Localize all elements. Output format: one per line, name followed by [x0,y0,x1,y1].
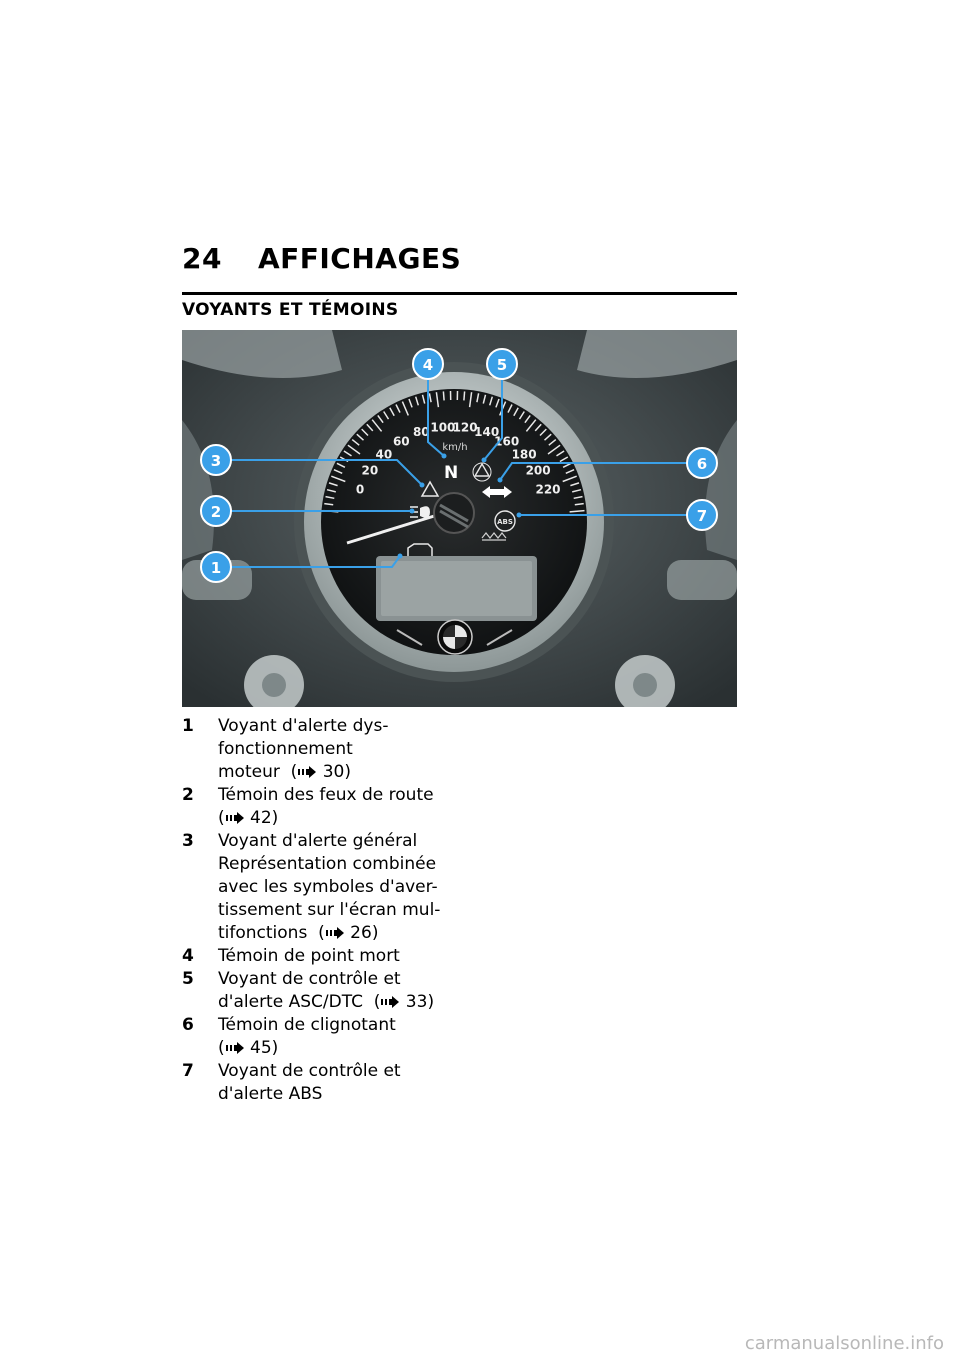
svg-text:3: 3 [210,452,222,470]
speed-label: 180 [511,447,537,462]
legend-line: tifonctions ( 26) [218,923,379,943]
legend-text [218,715,472,784]
unit-label: km/h [442,442,468,453]
section-title: VOYANTS ET TÉMOINS [182,300,399,320]
header-rule [182,292,737,295]
legend-item [182,830,472,945]
instrument-cluster-figure [182,330,737,707]
legend-item [182,1014,472,1060]
legend-line: fonctionnement moteur ( 30) [218,739,353,782]
legend-text [218,1060,472,1106]
watermark: carmanualsonline.info [744,1333,944,1354]
svg-text:6: 6 [696,455,708,473]
page-reference-arrow-icon [225,812,245,824]
speed-label: 60 [392,434,410,449]
speed-label: 160 [494,434,520,449]
page-header [182,242,737,275]
legend-text [218,968,472,1014]
legend-line: Témoin de point mort [218,946,400,966]
speed-label: 220 [535,482,561,497]
speed-label: 120 [452,420,478,435]
page-reference-arrow-icon [380,996,400,1008]
chapter-heading [182,242,737,275]
legend-text [218,945,472,968]
svg-text:1: 1 [210,559,222,577]
legend-text [218,1014,472,1060]
neutral-indicator-icon: N [444,463,459,483]
legend-line: Voyant de contrôle et [218,1061,401,1081]
speed-tick [464,391,465,400]
page-reference[interactable]: ( 30) [279,762,351,782]
svg-text:4: 4 [422,356,434,374]
legend-number: 3 [182,831,194,851]
speed-label: 0 [355,482,365,497]
legend-line: Voyant d'alerte général [218,831,418,851]
page-reference[interactable]: ( 26) [307,923,379,943]
legend-item [182,968,472,1014]
page-reference[interactable]: ( 33) [362,992,435,1012]
legend-line: Voyant de contrôle et [218,969,401,989]
callout-2 [201,496,231,526]
page-reference-arrow-icon [225,1042,245,1054]
legend-number: 5 [182,969,194,989]
speed-label: 100 [430,420,456,435]
page-reference[interactable]: ( 42) [218,808,279,828]
svg-text:7: 7 [696,507,708,525]
legend-item [182,1060,472,1106]
page-reference[interactable]: ( 45) [218,1038,279,1058]
callout-4 [413,349,443,379]
legend-line: avec les symboles d'aver- [218,877,438,897]
legend-item [182,945,472,968]
legend-item [182,784,472,830]
page-reference-arrow-icon [297,766,317,778]
legend-line: d'alerte ABS [218,1084,323,1104]
legend-number: 6 [182,1015,194,1035]
callout-3 [201,445,231,475]
legend-number: 7 [182,1061,194,1081]
speed-label: 140 [474,425,500,440]
legend-line: Voyant d'alerte dys- [218,716,389,736]
callout-1 [201,552,231,582]
speed-label: 20 [361,463,379,478]
bmw-logo [438,620,472,654]
legend-line: d'alerte ASC/DTC ( 33) [218,992,435,1012]
instrument-cluster-illustration [182,330,737,707]
speed-label: 200 [525,463,551,478]
legend-number: 4 [182,946,194,966]
legend-line: Témoin de clignotant [218,1015,396,1035]
callout-6 [687,448,717,478]
legend-line: Témoin des feux de route [218,785,434,805]
svg-text:5: 5 [496,356,508,374]
svg-text:2: 2 [210,503,222,521]
legend-line: tissement sur l'écran mul- [218,900,441,920]
legend-list [182,715,472,1106]
legend-number: 1 [182,716,194,736]
legend-text [218,830,472,945]
legend-item [182,715,472,784]
page-number: 24 [182,242,222,275]
speed-tick [443,391,444,400]
abs-label: ABS [497,518,513,526]
legend-text [218,784,472,830]
chapter-title: AFFICHAGES [257,242,462,275]
legend-number: 2 [182,785,194,805]
page-reference-arrow-icon [325,927,345,939]
speed-label: 40 [375,447,393,462]
speed-label: 80 [412,425,430,440]
callout-5 [487,349,517,379]
callout-7 [687,500,717,530]
legend-line: Représentation combinée [218,854,437,874]
